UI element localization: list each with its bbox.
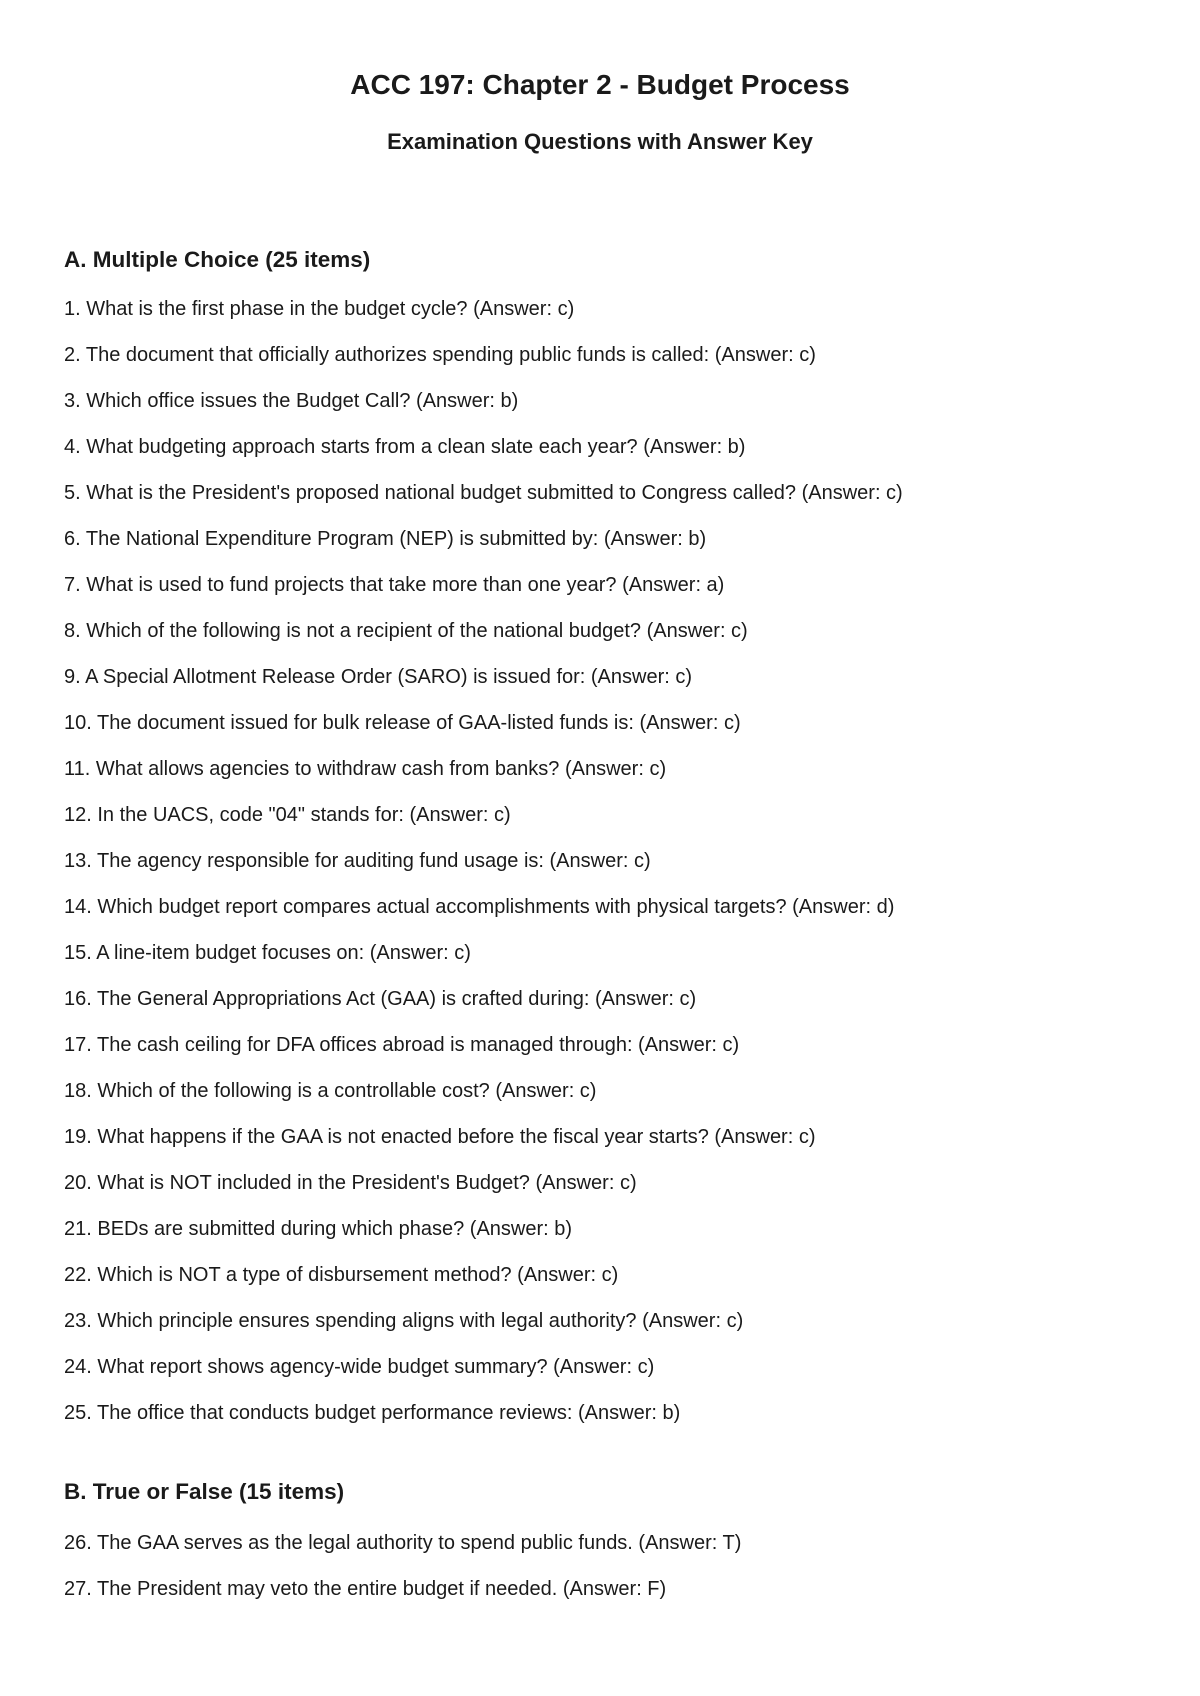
question-item: 5. What is the President's proposed national budget submitted to Congress called? (Answer: c) [64, 482, 903, 504]
question-item: 4. What budgeting approach starts from a clean slate each year? (Answer: b) [64, 436, 746, 458]
question-item: 7. What is used to fund projects that take more than one year? (Answer: a) [64, 574, 725, 596]
question-item: 24. What report shows agency-wide budget summary? (Answer: c) [64, 1356, 655, 1378]
question-item: 3. Which office issues the Budget Call? (Answer: b) [64, 390, 519, 412]
question-item: 19. What happens if the GAA is not enacted before the fiscal year starts? (Answer: c) [64, 1126, 816, 1148]
question-item: 11. What allows agencies to withdraw cash from banks? (Answer: c) [64, 758, 667, 780]
question-item: 2. The document that officially authorizes spending public funds is called: (Answer: c) [64, 344, 816, 366]
question-item: 8. Which of the following is not a recipient of the national budget? (Answer: c) [64, 620, 748, 642]
document-title: ACC 197: Chapter 2 - Budget Process [350, 69, 850, 100]
true-false-list [64, 1531, 741, 1623]
question-item: 14. Which budget report compares actual accomplishments with physical targets? (Answer: d) [64, 896, 895, 918]
question-item: 9. A Special Allotment Release Order (SARO) is issued for: (Answer: c) [64, 666, 693, 688]
document-subtitle: Examination Questions with Answer Key [387, 129, 813, 154]
question-item: 27. The President may veto the entire budget if needed. (Answer: F) [64, 1578, 667, 1600]
question-item: 13. The agency responsible for auditing fund usage is: (Answer: c) [64, 850, 651, 872]
question-item: 20. What is NOT included in the President's Budget? (Answer: c) [64, 1172, 637, 1194]
question-item: 21. BEDs are submitted during which phase? (Answer: b) [64, 1218, 573, 1240]
question-item: 1. What is the first phase in the budget cycle? (Answer: c) [64, 298, 575, 320]
question-item: 12. In the UACS, code "04" stands for: (Answer: c) [64, 804, 511, 826]
question-item: 6. The National Expenditure Program (NEP) is submitted by: (Answer: b) [64, 528, 707, 550]
section-heading-multiple-choice: A. Multiple Choice (25 items) [64, 247, 371, 272]
question-item: 16. The General Appropriations Act (GAA) is crafted during: (Answer: c) [64, 988, 697, 1010]
question-item: 15. A line-item budget focuses on: (Answer: c) [64, 942, 471, 964]
question-item: 17. The cash ceiling for DFA offices abroad is managed through: (Answer: c) [64, 1034, 740, 1056]
multiple-choice-list [64, 297, 903, 1447]
question-item: 26. The GAA serves as the legal authority to spend public funds. (Answer: T) [64, 1532, 742, 1554]
section-heading-true-false: B. True or False (15 items) [64, 1479, 345, 1504]
question-item: 23. Which principle ensures spending aligns with legal authority? (Answer: c) [64, 1310, 744, 1332]
question-item: 25. The office that conducts budget performance reviews: (Answer: b) [64, 1402, 681, 1424]
question-item: 22. Which is NOT a type of disbursement method? (Answer: c) [64, 1264, 619, 1286]
question-item: 18. Which of the following is a controllable cost? (Answer: c) [64, 1080, 597, 1102]
question-item: 10. The document issued for bulk release of GAA-listed funds is: (Answer: c) [64, 712, 741, 734]
